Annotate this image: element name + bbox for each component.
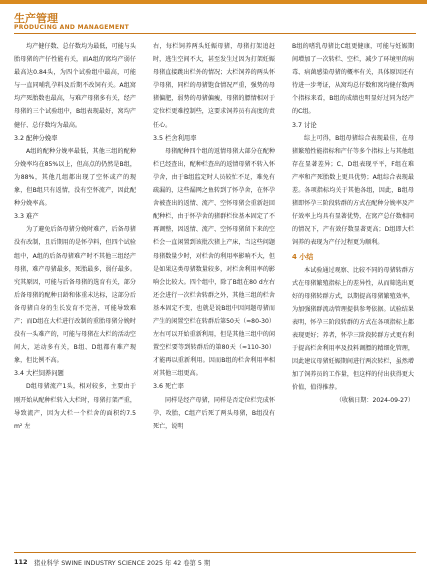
section-heading: 4 小结 bbox=[292, 252, 314, 261]
text-column-2 bbox=[153, 40, 275, 433]
subsection-heading: 3.5 栏舍利用率 bbox=[153, 134, 197, 142]
header-divider bbox=[14, 33, 416, 34]
journal-citation: 猪业科学 SWINE INDUSTRY SCIENCE 2025 年 42 卷第 5 期 bbox=[34, 560, 211, 567]
header-accent-bar bbox=[0, 0, 427, 4]
paragraph: B组的嗜乳母猪比C组更健康，可能与妊娠期间增加了一次转栏、空栏，减少了环境里的病毒、病菌感染母猪的概率有关，具体原因还有待进一步考证，从窝均总仔数和窝均健仔数两个指标来看，B组的成绩也明显好过同为经产的C组。 bbox=[292, 43, 414, 116]
section-title-en: PRODUCING AND MANAGEMENT bbox=[14, 24, 130, 31]
text-column-3 bbox=[292, 40, 414, 408]
paragraph: 均产健仔数、总仔数均为最低，可能与头胎母猪的产仔性能有关，而A组的窝均产弱仔最高达0.84头，为四个试验组中最高，可能与一直同哺乳孕料及后期不改饲有关。A组窝均产死胎数也最高，与难产母猪多有关，经产母猪的三个试验组中，B组表现最好，窝均产健仔、总仔数均为最高。 bbox=[14, 43, 136, 129]
paragraph: D组母猪流产1头，相对较多，主要由于刚开始从配种栏转入大栏时，母猪打架严重，导致流产，因为大栏一个栏舍的面积约7.5 m² 左 bbox=[14, 383, 136, 430]
paragraph: 为了避免后备母猪分娩时难产，后备母猪没有改制，且后期用的是怀孕料，但四个试验组中，A组的后备母猪难产时不其他三组经产母猪，难产母猪最多，死胎最多，弱仔最多。究其原因，可能与后备母猪的选育有关，部分后备母猪的配种日龄和体重未达标，这部分后备母猪自身的生长发育不完善，可能导致难产；而D组在大栏进行改制的重胎母猪分娩时没有一头难产的，可能与母猪在大栏的活动空间大，运动多有关，B组、D组都有难产现象，但比例不高。 bbox=[14, 226, 136, 365]
footer-divider bbox=[14, 552, 416, 553]
text-column-1 bbox=[14, 40, 136, 433]
paragraph: 右，每栏饲养两头妊娠母猪，母猪打架追赶时，逃生空间不大，甚至发生过因为打架妊娠母猪直接跳出栏外的情况；大栏饲养的两头怀孕母猪，同栏的母猪饱食情况严重，强势的母猪偏肥，弱势的母猪偏瘦，母猪的膘情相对于定位栏更难控制些，这要求饲养员有高度的责任心。 bbox=[153, 43, 275, 129]
subsection-heading: 3.4 大栏饲养问题 bbox=[14, 370, 64, 378]
subsection-heading: 3.3 难产 bbox=[14, 213, 39, 221]
paragraph: 同样是经产母猪，同样是否定位栏完成怀孕、攻胎，C组产后死了两头母猪，B组没有死亡，说明 bbox=[153, 396, 275, 430]
received-date: （收稿日期：2024-09-27） bbox=[335, 397, 414, 405]
section-title-cn: 生产管理 bbox=[14, 12, 58, 25]
paragraph: A组的配种分娩率最低，其他三组的配种分娩率均在85%以上，但高点的仍然是B组，为88%，其他几组都出现了空怀或产的现象，但B组只有返情，没有空怀流产，因此配种分娩率高。 bbox=[14, 147, 136, 208]
paragraph: 综上可得，B组母猪综合表现最佳，在母猪繁殖性能指标和产仔等多个指标上与其他组存在显著差异；C、D组表现平平，F组在难产率和产死胎数上更具优势；A组综合表现最差。各项指标均关于其他各组，因此，B组母猪即怀孕三阶段转群的方式在配种分娩率及产仔效率上均具有显著优势，在窝产总仔数相同的情况下，产有效仔数显著更高；D组即大栏饲养的表现为产仔过程更为顺利。 bbox=[292, 134, 414, 247]
subsection-heading: 3.2 配种分娩率 bbox=[14, 134, 58, 142]
subsection-heading: 3.6 死亡率 bbox=[153, 383, 184, 391]
subsection-heading: 3.7 讨论 bbox=[292, 121, 317, 129]
paragraph: 本试验通过观察、比较不同的母猪转群方式在母猪繁殖指标上的差异性，从而筛选出更好的母猪转群方式，以期提高母猪繁殖效率，为加强猪群流动管理提供参考依据。试验结果表明，怀孕三阶段转群的方式在各项指标上都表现更好；养者，怀孕三阶段转群方式更有利于提高栏舍利用率及投料调膘的精细化管理，因此建议母猪妊娠期间进行两次转栏，虽然增加了饲养员的工作量，但这样的付出获得更大价值，值得推荐。 bbox=[292, 266, 414, 392]
page-number: 112 bbox=[14, 558, 28, 566]
paragraph: 母猪配种四个组的返情母猪大部分在配种栏已经查出，配种栏查出的返情母猪不转入怀孕舍，由于B组监定时人员较忙不足，难免有疏漏的，这些漏网之鱼转到了怀孕舍，在怀孕舍被查出的返情、流产、空怀母猪会重新赶回配种栏，由于怀孕舍的猪群栏位基本固定了不再调整，因返情、流产、空怀母猪留下来的空栏会一直闲置到该批次猪上产床，当这些问题母猪数量少时，对栏舍的利用率影响不大，但是如果这类母猪数量较多，对栏舍利用率的影响会比较大。四个组中，除了B组在80 d左右还会进行一次栏舍转群之外，其他三组的栏舍基本固定不变，也就是说B组中因问题母猪而产生的闲置空栏在转群后第50天（≈80-30）左右可以开始重新利用，但是其他三组中的闲置空栏要等到转群后的第80天（≈110-30）才能再以重新利用。因而B组的栏舍利用率相对其他三组更高。 bbox=[153, 147, 275, 378]
